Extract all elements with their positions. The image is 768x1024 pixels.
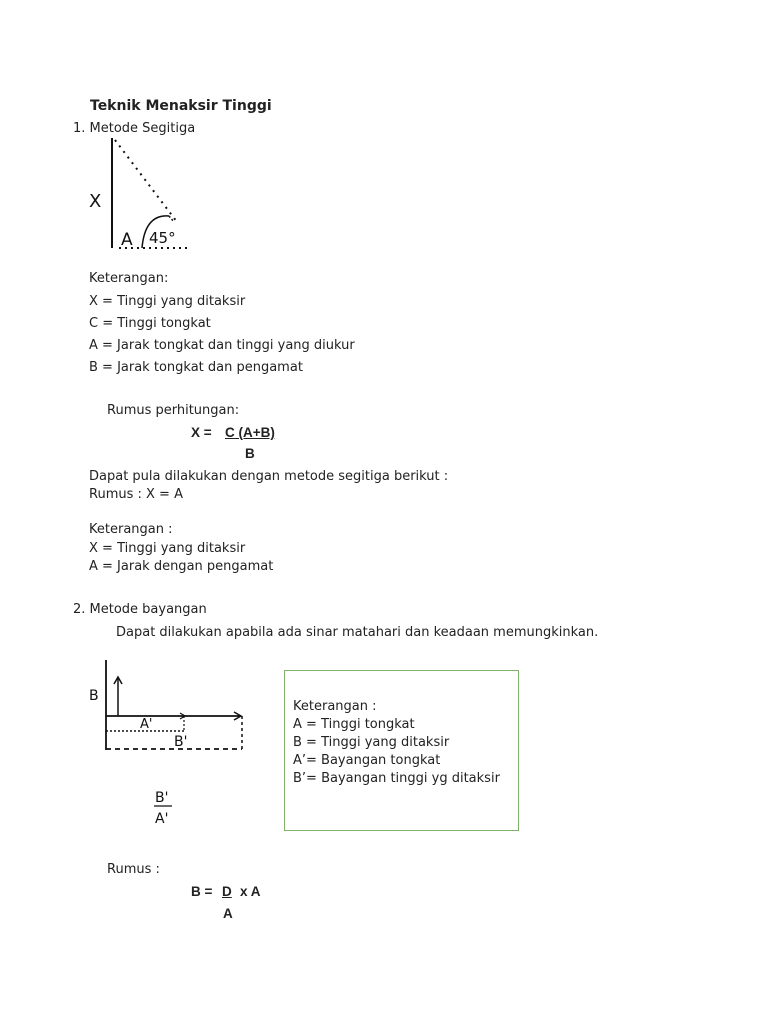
shadow-label-b: B bbox=[89, 688, 99, 704]
keterangan2-item: X = Tinggi yang ditaksir bbox=[89, 541, 246, 556]
legend-box bbox=[284, 670, 519, 831]
legend-title: Keterangan : bbox=[293, 699, 377, 714]
alt-rumus: Rumus : X = A bbox=[89, 487, 183, 502]
keterangan-item: B = Jarak tongkat dan pengamat bbox=[89, 360, 303, 375]
formula2-rest: x A bbox=[240, 884, 261, 899]
shadow-figure bbox=[88, 660, 253, 755]
legend-item: A’= Bayangan tongkat bbox=[293, 753, 441, 768]
rumus2-label: Rumus : bbox=[107, 862, 160, 877]
formula2-numerator: D bbox=[222, 884, 232, 899]
formula1-numerator: C (A+B) bbox=[225, 425, 275, 440]
keterangan-label: Keterangan: bbox=[89, 271, 169, 286]
alt-method-text: Dapat pula dilakukan dengan metode segitiga berikut : bbox=[89, 469, 449, 484]
keterangan-item: X = Tinggi yang ditaksir bbox=[89, 294, 246, 309]
keterangan2-label: Keterangan : bbox=[89, 522, 173, 537]
ratio-denominator: A' bbox=[155, 811, 169, 827]
ratio-numerator: B' bbox=[155, 790, 169, 806]
legend-item: B = Tinggi yang ditaksir bbox=[293, 735, 450, 750]
formula2-denominator: A bbox=[223, 906, 233, 921]
shadow-label-b-prime: B' bbox=[174, 734, 188, 750]
triangle-figure bbox=[85, 136, 205, 254]
triangle-angle-label: 45° bbox=[149, 229, 176, 247]
formula2-lhs: B = bbox=[191, 884, 213, 899]
section2-intro: Dapat dilakukan apabila ada sinar matahari dan keadaan memungkinkan. bbox=[116, 625, 599, 640]
triangle-label-x: X bbox=[89, 191, 102, 212]
keterangan-item: C = Tinggi tongkat bbox=[89, 316, 211, 331]
shadow-label-a-prime: A' bbox=[140, 717, 153, 732]
keterangan2-item: A = Jarak dengan pengamat bbox=[89, 559, 274, 574]
legend-item: B’= Bayangan tinggi yg ditaksir bbox=[293, 771, 500, 786]
ratio-fraction bbox=[150, 786, 180, 830]
page-title: Teknik Menaksir Tinggi bbox=[90, 98, 272, 114]
formula1-lhs: X = bbox=[191, 425, 212, 440]
formula1-denominator: B bbox=[245, 446, 255, 461]
triangle-label-a: A bbox=[121, 230, 133, 250]
rumus-label: Rumus perhitungan: bbox=[107, 403, 240, 418]
legend-item: A = Tinggi tongkat bbox=[293, 717, 415, 732]
section2-heading: 2. Metode bayangan bbox=[73, 602, 207, 617]
section1-heading: 1. Metode Segitiga bbox=[73, 121, 196, 136]
keterangan-item: A = Jarak tongkat dan tinggi yang diukur bbox=[89, 338, 355, 353]
